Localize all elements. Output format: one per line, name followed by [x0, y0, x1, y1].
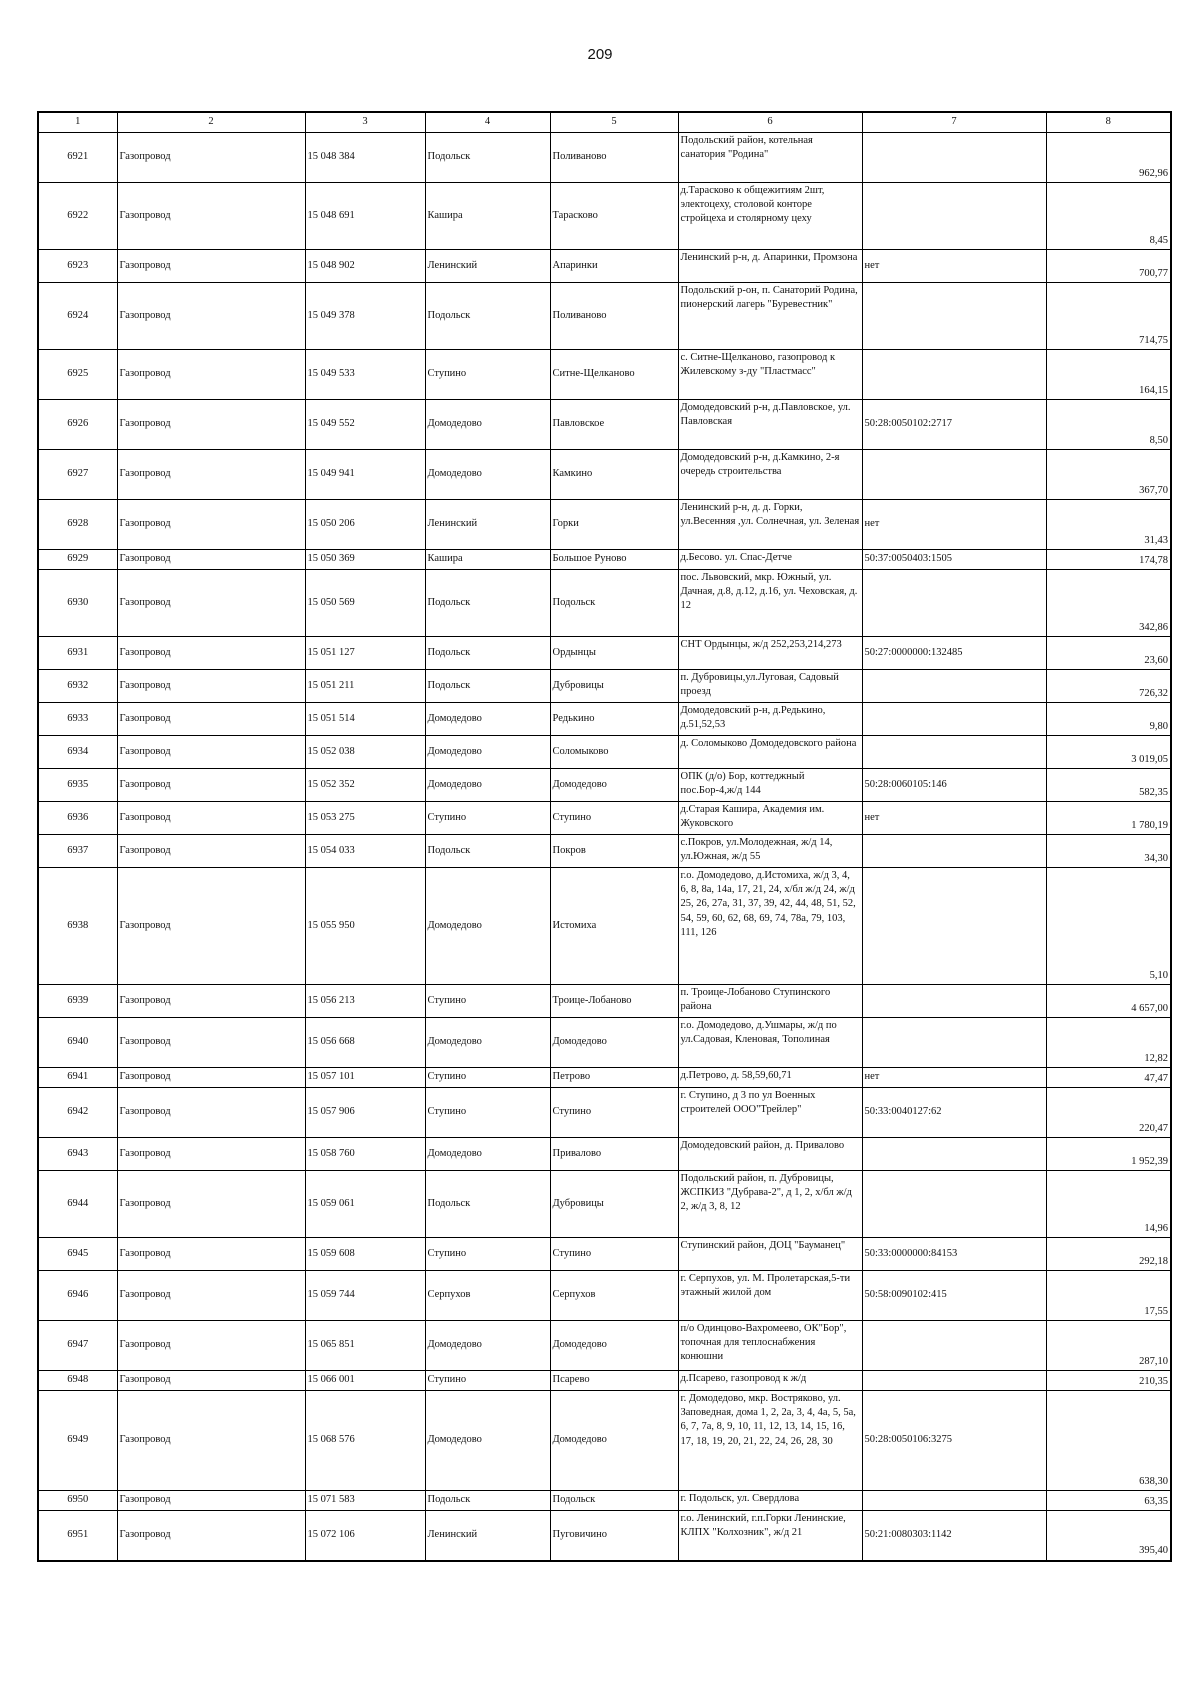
value-cell: 5,10 — [1046, 868, 1171, 985]
cadastral-number-cell: 50:33:0040127:62 — [862, 1088, 1046, 1138]
address-cell: с.Покров, ул.Молодежная, ж/д 14, ул.Южная, ж/д 55 — [678, 835, 862, 868]
locality-cell: Домодедово — [550, 1018, 678, 1068]
address-cell: СНТ Ордынцы, ж/д 252,253,214,273 — [678, 637, 862, 670]
value-cell: 714,75 — [1046, 283, 1171, 350]
row-number-cell: 6930 — [38, 570, 117, 637]
object-name-cell: Газопровод — [117, 670, 305, 703]
table-row — [38, 1171, 1171, 1238]
locality-cell: Домодедово — [550, 1391, 678, 1491]
row-number-cell: 6931 — [38, 637, 117, 670]
column-header-6: 6 — [678, 112, 862, 133]
inventory-code-cell: 15 048 902 — [305, 250, 425, 283]
district-cell: Подольск — [425, 835, 550, 868]
value-cell: 8,45 — [1046, 183, 1171, 250]
row-number-cell: 6926 — [38, 400, 117, 450]
row-number-cell: 6941 — [38, 1068, 117, 1088]
district-cell: Домодедово — [425, 1391, 550, 1491]
inventory-code-cell: 15 048 384 — [305, 133, 425, 183]
address-cell: д. Соломыково Домодедовского района — [678, 736, 862, 769]
district-cell: Подольск — [425, 1491, 550, 1511]
object-name-cell: Газопровод — [117, 450, 305, 500]
value-cell: 14,96 — [1046, 1171, 1171, 1238]
object-name-cell: Газопровод — [117, 183, 305, 250]
value-cell: 3 019,05 — [1046, 736, 1171, 769]
cadastral-number-cell — [862, 835, 1046, 868]
district-cell: Ступино — [425, 985, 550, 1018]
table-row — [38, 570, 1171, 637]
address-cell: г.о. Домодедово, д.Истомиха, ж/д 3, 4, 6, 8, 8а, 14а, 17, 21, 24, х/бл ж/д 24, ж/д 25, 26, 27а, 31, 37, 39, 42, 44, 48, 51, 52, 54, 59, 60, 62, 68, 69, 74, 78а, 79, 103, 111, 126 — [678, 868, 862, 985]
address-cell: д.Бесово. ул. Спас-Детче — [678, 550, 862, 570]
row-number-cell: 6942 — [38, 1088, 117, 1138]
value-cell: 8,50 — [1046, 400, 1171, 450]
inventory-code-cell: 15 051 514 — [305, 703, 425, 736]
row-number-cell: 6922 — [38, 183, 117, 250]
cadastral-number-cell: 50:28:0060105:146 — [862, 769, 1046, 802]
object-name-cell: Газопровод — [117, 1371, 305, 1391]
cadastral-number-cell — [862, 283, 1046, 350]
value-cell: 726,32 — [1046, 670, 1171, 703]
locality-cell: Редькино — [550, 703, 678, 736]
locality-cell: Ордынцы — [550, 637, 678, 670]
inventory-code-cell: 15 072 106 — [305, 1511, 425, 1561]
district-cell: Ступино — [425, 350, 550, 400]
district-cell: Подольск — [425, 570, 550, 637]
table-row — [38, 637, 1171, 670]
value-cell: 962,96 — [1046, 133, 1171, 183]
column-header-4: 4 — [425, 112, 550, 133]
cadastral-number-cell: 50:28:0050106:3275 — [862, 1391, 1046, 1491]
locality-cell: Истомиха — [550, 868, 678, 985]
address-cell: Подольский район, п. Дубровицы, ЖСПКИЗ "Дубрава-2", д 1, 2, х/бл ж/д 2, ж/д 3, 8, 12 — [678, 1171, 862, 1238]
locality-cell: Ступино — [550, 1088, 678, 1138]
address-cell: Домодедовский р-н, д.Редькино, д.51,52,53 — [678, 703, 862, 736]
inventory-code-cell: 15 050 369 — [305, 550, 425, 570]
object-name-cell: Газопровод — [117, 1511, 305, 1561]
locality-cell: Ступино — [550, 802, 678, 835]
locality-cell: Соломыково — [550, 736, 678, 769]
cadastral-number-cell — [862, 1018, 1046, 1068]
address-cell: г. Серпухов, ул. М. Пролетарская,5-ти этажный жилой дом — [678, 1271, 862, 1321]
table-header — [38, 112, 1171, 133]
object-name-cell: Газопровод — [117, 570, 305, 637]
table-row — [38, 1491, 1171, 1511]
inventory-code-cell: 15 054 033 — [305, 835, 425, 868]
table-row — [38, 670, 1171, 703]
locality-cell: Ситне-Щелканово — [550, 350, 678, 400]
cadastral-number-cell — [862, 183, 1046, 250]
object-name-cell: Газопровод — [117, 736, 305, 769]
cadastral-number-cell — [862, 985, 1046, 1018]
object-name-cell: Газопровод — [117, 400, 305, 450]
district-cell: Домодедово — [425, 1321, 550, 1371]
table-row — [38, 736, 1171, 769]
district-cell: Подольск — [425, 670, 550, 703]
inventory-code-cell: 15 051 211 — [305, 670, 425, 703]
object-name-cell: Газопровод — [117, 637, 305, 670]
inventory-code-cell: 15 051 127 — [305, 637, 425, 670]
inventory-code-cell: 15 057 906 — [305, 1088, 425, 1138]
table-row — [38, 1088, 1171, 1138]
cadastral-number-cell: 50:33:0000000:84153 — [862, 1238, 1046, 1271]
object-name-cell: Газопровод — [117, 350, 305, 400]
cadastral-number-cell: 50:27:0000000:132485 — [862, 637, 1046, 670]
locality-cell: Горки — [550, 500, 678, 550]
inventory-code-cell: 15 050 206 — [305, 500, 425, 550]
row-number-cell: 6943 — [38, 1138, 117, 1171]
row-number-cell: 6940 — [38, 1018, 117, 1068]
row-number-cell: 6921 — [38, 133, 117, 183]
district-cell: Кашира — [425, 183, 550, 250]
row-number-cell: 6934 — [38, 736, 117, 769]
inventory-code-cell: 15 056 668 — [305, 1018, 425, 1068]
object-name-cell: Газопровод — [117, 1271, 305, 1321]
table-row — [38, 1018, 1171, 1068]
district-cell: Ступино — [425, 1088, 550, 1138]
inventory-code-cell: 15 053 275 — [305, 802, 425, 835]
table-row — [38, 1238, 1171, 1271]
cadastral-number-cell — [862, 736, 1046, 769]
district-cell: Домодедово — [425, 868, 550, 985]
inventory-code-cell: 15 049 533 — [305, 350, 425, 400]
address-cell: д.Петрово, д. 58,59,60,71 — [678, 1068, 862, 1088]
table-body — [38, 133, 1171, 1561]
object-name-cell: Газопровод — [117, 985, 305, 1018]
value-cell: 342,86 — [1046, 570, 1171, 637]
cadastral-number-cell — [862, 350, 1046, 400]
inventory-code-cell: 15 059 744 — [305, 1271, 425, 1321]
locality-cell: Тарасково — [550, 183, 678, 250]
value-cell: 164,15 — [1046, 350, 1171, 400]
locality-cell: Петрово — [550, 1068, 678, 1088]
page-number: 209 — [587, 46, 613, 63]
locality-cell: Подольск — [550, 1491, 678, 1511]
row-number-cell: 6924 — [38, 283, 117, 350]
cadastral-number-cell — [862, 570, 1046, 637]
inventory-code-cell: 15 049 941 — [305, 450, 425, 500]
district-cell: Ступино — [425, 802, 550, 835]
district-cell: Домодедово — [425, 450, 550, 500]
address-cell: с. Ситне-Щелканово, газопровод к Жилевскому з-ду "Пластмасс" — [678, 350, 862, 400]
value-cell: 34,30 — [1046, 835, 1171, 868]
row-number-cell: 6951 — [38, 1511, 117, 1561]
object-name-cell: Газопровод — [117, 835, 305, 868]
cadastral-number-cell: нет — [862, 250, 1046, 283]
cadastral-number-cell — [862, 670, 1046, 703]
column-header-5: 5 — [550, 112, 678, 133]
locality-cell: Привалово — [550, 1138, 678, 1171]
inventory-code-cell: 15 058 760 — [305, 1138, 425, 1171]
inventory-code-cell: 15 065 851 — [305, 1321, 425, 1371]
district-cell: Ступино — [425, 1238, 550, 1271]
object-name-cell: Газопровод — [117, 868, 305, 985]
cadastral-number-cell: нет — [862, 802, 1046, 835]
address-cell: г. Подольск, ул. Свердлова — [678, 1491, 862, 1511]
locality-cell: Пуговичино — [550, 1511, 678, 1561]
inventory-code-cell: 15 071 583 — [305, 1491, 425, 1511]
cadastral-number-cell — [862, 450, 1046, 500]
address-cell: Домодедовский район, д. Привалово — [678, 1138, 862, 1171]
district-cell: Домодедово — [425, 400, 550, 450]
row-number-cell: 6923 — [38, 250, 117, 283]
object-name-cell: Газопровод — [117, 1138, 305, 1171]
table-row — [38, 1511, 1171, 1561]
district-cell: Подольск — [425, 283, 550, 350]
district-cell: Ленинский — [425, 1511, 550, 1561]
value-cell: 63,35 — [1046, 1491, 1171, 1511]
district-cell: Ступино — [425, 1068, 550, 1088]
address-cell: Ленинский р-н, д. Апаринки, Промзона — [678, 250, 862, 283]
value-cell: 4 657,00 — [1046, 985, 1171, 1018]
table-row — [38, 1138, 1171, 1171]
locality-cell: Домодедово — [550, 1321, 678, 1371]
object-name-cell: Газопровод — [117, 500, 305, 550]
locality-cell: Домодедово — [550, 769, 678, 802]
object-name-cell: Газопровод — [117, 1321, 305, 1371]
row-number-cell: 6944 — [38, 1171, 117, 1238]
cadastral-number-cell — [862, 1138, 1046, 1171]
inventory-code-cell: 15 068 576 — [305, 1391, 425, 1491]
inventory-code-cell: 15 049 378 — [305, 283, 425, 350]
district-cell: Ленинский — [425, 250, 550, 283]
locality-cell: Апаринки — [550, 250, 678, 283]
object-name-cell: Газопровод — [117, 550, 305, 570]
inventory-code-cell: 15 056 213 — [305, 985, 425, 1018]
cadastral-number-cell — [862, 133, 1046, 183]
value-cell: 582,35 — [1046, 769, 1171, 802]
table-row — [38, 500, 1171, 550]
address-cell: г. Домодедово, мкр. Востряково, ул. Заповедная, дома 1, 2, 2а, 3, 4, 4а, 5, 5а, 6, 7, 7а, 8, 9, 10, 11, 12, 13, 14, 15, 16, 17, 18, 19, 20, 21, 22, 24, 26, 28, 30 — [678, 1391, 862, 1491]
row-number-cell: 6947 — [38, 1321, 117, 1371]
object-name-cell: Газопровод — [117, 703, 305, 736]
locality-cell: Покров — [550, 835, 678, 868]
address-cell: Домодедовский р-н, д.Павловское, ул. Павловская — [678, 400, 862, 450]
object-name-cell: Газопровод — [117, 1391, 305, 1491]
table-row — [38, 183, 1171, 250]
value-cell: 23,60 — [1046, 637, 1171, 670]
inventory-code-cell: 15 057 101 — [305, 1068, 425, 1088]
locality-cell: Камкино — [550, 450, 678, 500]
table-row — [38, 450, 1171, 500]
value-cell: 287,10 — [1046, 1321, 1171, 1371]
district-cell: Подольск — [425, 637, 550, 670]
inventory-code-cell: 15 049 552 — [305, 400, 425, 450]
locality-cell: Поливаново — [550, 283, 678, 350]
address-cell: д.Старая Кашира, Академия им. Жуковского — [678, 802, 862, 835]
cadastral-number-cell: 50:28:0050102:2717 — [862, 400, 1046, 450]
row-number-cell: 6935 — [38, 769, 117, 802]
locality-cell: Псарево — [550, 1371, 678, 1391]
locality-cell: Дубровицы — [550, 670, 678, 703]
value-cell: 47,47 — [1046, 1068, 1171, 1088]
value-cell: 9,80 — [1046, 703, 1171, 736]
row-number-cell: 6937 — [38, 835, 117, 868]
table-row — [38, 1068, 1171, 1088]
cadastral-number-cell — [862, 1371, 1046, 1391]
object-name-cell: Газопровод — [117, 1018, 305, 1068]
table-row — [38, 1271, 1171, 1321]
address-cell: г.о. Домодедово, д.Ушмары, ж/д по ул.Садовая, Кленовая, Тополиная — [678, 1018, 862, 1068]
district-cell: Серпухов — [425, 1271, 550, 1321]
locality-cell: Павловское — [550, 400, 678, 450]
district-cell: Домодедово — [425, 769, 550, 802]
table-row — [38, 1321, 1171, 1371]
address-cell: Домодедовский р-н, д.Камкино, 2-я очередь строительства — [678, 450, 862, 500]
district-cell: Подольск — [425, 133, 550, 183]
address-cell: г.о. Ленинский, г.п.Горки Ленинские, КЛПХ "Колхозник", ж/д 21 — [678, 1511, 862, 1561]
locality-cell: Большое Руново — [550, 550, 678, 570]
object-name-cell: Газопровод — [117, 769, 305, 802]
address-cell: пос. Львовский, мкр. Южный, ул. Дачная, д.8, д.12, д.16, ул. Чеховская, д. 12 — [678, 570, 862, 637]
value-cell: 367,70 — [1046, 450, 1171, 500]
object-name-cell: Газопровод — [117, 1238, 305, 1271]
address-cell: п/о Одинцово-Вахромеево, ОК"Бор", топочная для теплоснабжения конюшни — [678, 1321, 862, 1371]
table-row — [38, 703, 1171, 736]
district-cell: Ленинский — [425, 500, 550, 550]
object-name-cell: Газопровод — [117, 1491, 305, 1511]
table-row — [38, 769, 1171, 802]
table-row — [38, 1371, 1171, 1391]
table-row — [38, 835, 1171, 868]
column-header-7: 7 — [862, 112, 1046, 133]
object-name-cell: Газопровод — [117, 250, 305, 283]
address-cell: Подольский р-он, п. Санаторий Родина, пионерский лагерь "Буревестник" — [678, 283, 862, 350]
district-cell: Домодедово — [425, 703, 550, 736]
registry-table — [37, 111, 1172, 1562]
value-cell: 1 952,39 — [1046, 1138, 1171, 1171]
table-row — [38, 550, 1171, 570]
cadastral-number-cell — [862, 1171, 1046, 1238]
district-cell: Кашира — [425, 550, 550, 570]
address-cell: ОПК (д/о) Бор, коттеджный пос.Бор-4,ж/д 144 — [678, 769, 862, 802]
value-cell: 638,30 — [1046, 1391, 1171, 1491]
column-header-1: 1 — [38, 112, 117, 133]
address-cell: Ленинский р-н, д. д. Горки, ул.Весенняя ,ул. Солнечная, ул. Зеленая — [678, 500, 862, 550]
object-name-cell: Газопровод — [117, 1171, 305, 1238]
address-cell: п. Дубровицы,ул.Луговая, Садовый проезд — [678, 670, 862, 703]
table-row — [38, 133, 1171, 183]
object-name-cell: Газопровод — [117, 1088, 305, 1138]
column-header-8: 8 — [1046, 112, 1171, 133]
cadastral-number-cell — [862, 703, 1046, 736]
locality-cell: Подольск — [550, 570, 678, 637]
cadastral-number-cell: нет — [862, 1068, 1046, 1088]
row-number-cell: 6946 — [38, 1271, 117, 1321]
row-number-cell: 6938 — [38, 868, 117, 985]
object-name-cell: Газопровод — [117, 133, 305, 183]
inventory-code-cell: 15 050 569 — [305, 570, 425, 637]
table-row — [38, 400, 1171, 450]
address-cell: Ступинский район, ДОЦ "Бауманец" — [678, 1238, 862, 1271]
address-cell: п. Троице-Лобаново Ступинского района — [678, 985, 862, 1018]
table-row — [38, 283, 1171, 350]
object-name-cell: Газопровод — [117, 283, 305, 350]
row-number-cell: 6927 — [38, 450, 117, 500]
inventory-code-cell: 15 052 038 — [305, 736, 425, 769]
district-cell: Домодедово — [425, 736, 550, 769]
object-name-cell: Газопровод — [117, 802, 305, 835]
value-cell: 220,47 — [1046, 1088, 1171, 1138]
inventory-code-cell: 15 059 608 — [305, 1238, 425, 1271]
cadastral-number-cell: 50:37:0050403:1505 — [862, 550, 1046, 570]
column-header-2: 2 — [117, 112, 305, 133]
locality-cell: Дубровицы — [550, 1171, 678, 1238]
value-cell: 395,40 — [1046, 1511, 1171, 1561]
table-row — [38, 985, 1171, 1018]
table-row — [38, 802, 1171, 835]
row-number-cell: 6939 — [38, 985, 117, 1018]
value-cell: 1 780,19 — [1046, 802, 1171, 835]
locality-cell: Серпухов — [550, 1271, 678, 1321]
address-cell: г. Ступино, д 3 по ул Военных строителей ООО"Трейлер" — [678, 1088, 862, 1138]
district-cell: Подольск — [425, 1171, 550, 1238]
locality-cell: Троице-Лобаново — [550, 985, 678, 1018]
cadastral-number-cell: нет — [862, 500, 1046, 550]
locality-cell: Поливаново — [550, 133, 678, 183]
table-row — [38, 868, 1171, 985]
row-number-cell: 6928 — [38, 500, 117, 550]
object-name-cell: Газопровод — [117, 1068, 305, 1088]
value-cell: 210,35 — [1046, 1371, 1171, 1391]
district-cell: Домодедово — [425, 1018, 550, 1068]
cadastral-number-cell — [862, 1491, 1046, 1511]
inventory-code-cell: 15 052 352 — [305, 769, 425, 802]
value-cell: 12,82 — [1046, 1018, 1171, 1068]
table-row — [38, 350, 1171, 400]
row-number-cell: 6933 — [38, 703, 117, 736]
cadastral-number-cell — [862, 868, 1046, 985]
cadastral-number-cell: 50:58:0090102:415 — [862, 1271, 1046, 1321]
row-number-cell: 6950 — [38, 1491, 117, 1511]
value-cell: 292,18 — [1046, 1238, 1171, 1271]
row-number-cell: 6932 — [38, 670, 117, 703]
address-cell: Подольский район, котельная санатория "Родина" — [678, 133, 862, 183]
inventory-code-cell: 15 059 061 — [305, 1171, 425, 1238]
row-number-cell: 6925 — [38, 350, 117, 400]
cadastral-number-cell: 50:21:0080303:1142 — [862, 1511, 1046, 1561]
locality-cell: Ступино — [550, 1238, 678, 1271]
value-cell: 17,55 — [1046, 1271, 1171, 1321]
table-row — [38, 250, 1171, 283]
row-number-cell: 6948 — [38, 1371, 117, 1391]
inventory-code-cell: 15 066 001 — [305, 1371, 425, 1391]
column-header-3: 3 — [305, 112, 425, 133]
address-cell: д.Псарево, газопровод к ж/д — [678, 1371, 862, 1391]
inventory-code-cell: 15 048 691 — [305, 183, 425, 250]
address-cell: д.Тарасково к общежитиям 2шт, электоцеху, столовой конторе стройцеха и столярному цеху — [678, 183, 862, 250]
row-number-cell: 6929 — [38, 550, 117, 570]
cadastral-number-cell — [862, 1321, 1046, 1371]
value-cell: 174,78 — [1046, 550, 1171, 570]
row-number-cell: 6949 — [38, 1391, 117, 1491]
value-cell: 31,43 — [1046, 500, 1171, 550]
district-cell: Домодедово — [425, 1138, 550, 1171]
row-number-cell: 6945 — [38, 1238, 117, 1271]
district-cell: Ступино — [425, 1371, 550, 1391]
inventory-code-cell: 15 055 950 — [305, 868, 425, 985]
row-number-cell: 6936 — [38, 802, 117, 835]
value-cell: 700,77 — [1046, 250, 1171, 283]
table-row — [38, 1391, 1171, 1491]
